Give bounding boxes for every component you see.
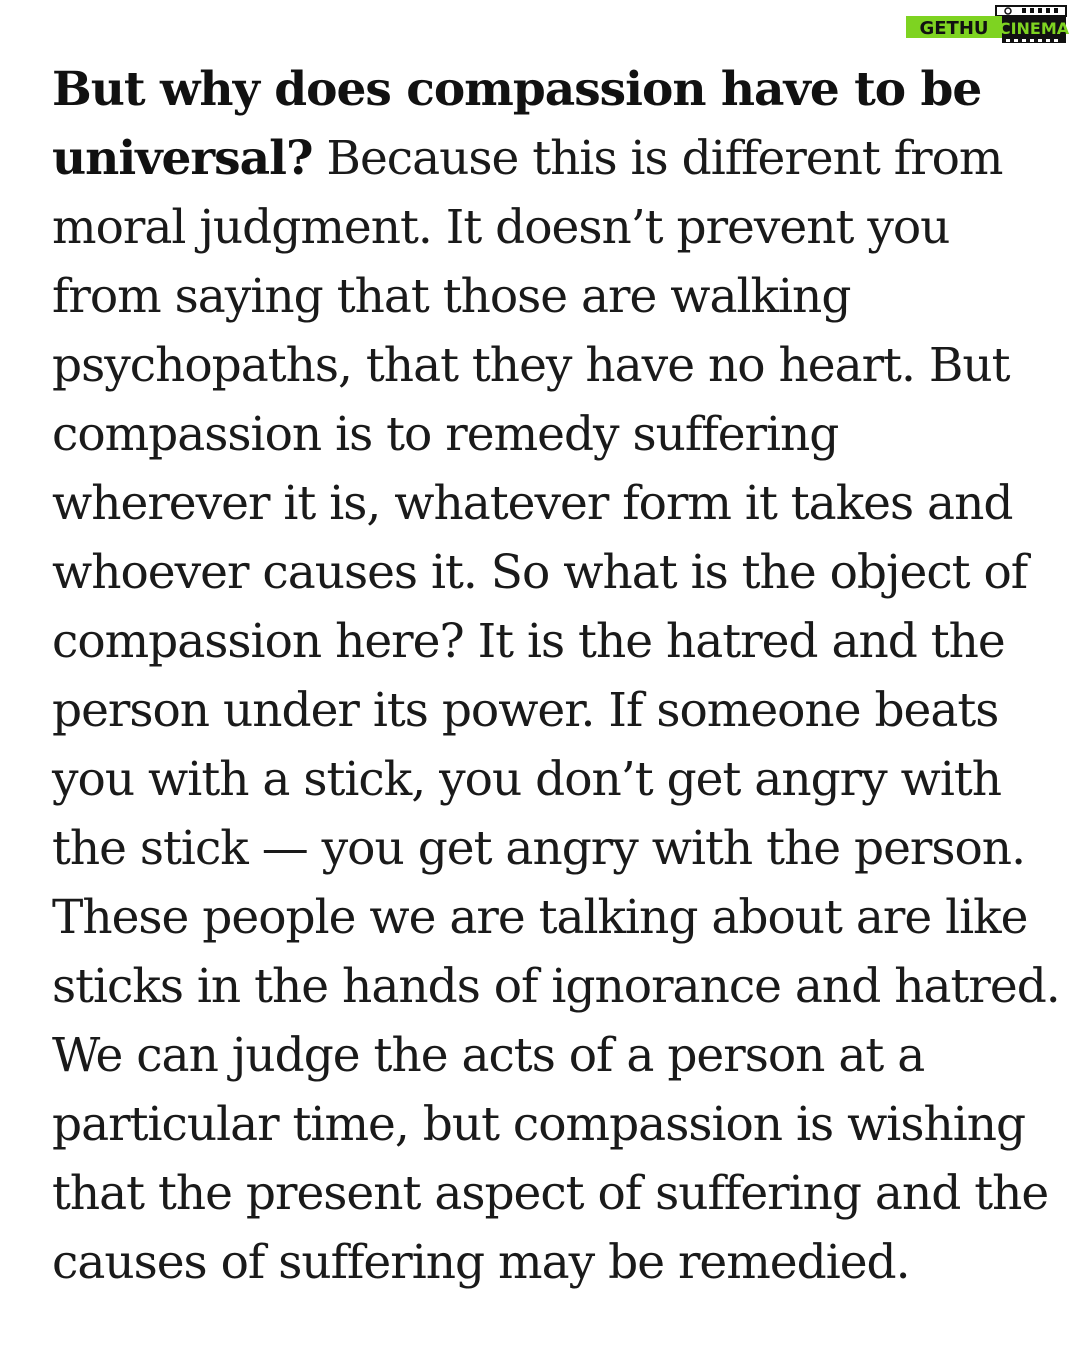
- text-line: [52, 952, 1060, 1021]
- text-line: [52, 1021, 1052, 1090]
- text-line: [52, 538, 1052, 607]
- body-text: the stick — you get angry with the person.: [52, 821, 1026, 876]
- body-text: sticks in the hands of ignorance and hatred.: [52, 959, 1060, 1014]
- body-text: psychopaths, that they have no heart. But: [52, 338, 1010, 393]
- body-text: whoever causes it. So what is the object of: [52, 545, 1028, 600]
- body-text: compassion here? It is the hatred and the: [52, 614, 1005, 669]
- body-text: particular time, but compassion is wishing: [52, 1097, 1026, 1152]
- text-line: [52, 262, 1052, 331]
- text-line: [52, 400, 1052, 469]
- logo-text-part2: CINEMA: [998, 19, 1070, 38]
- text-line: [52, 1159, 1052, 1228]
- body-text: you with a stick, you don’t get angry with: [52, 752, 1002, 807]
- body-text: moral judgment. It doesn’t prevent you: [52, 200, 950, 255]
- text-line: [52, 331, 1052, 400]
- text-line: [52, 1090, 1052, 1159]
- text-line: [52, 469, 1052, 538]
- text-line: [52, 1228, 1052, 1297]
- body-text: These people we are talking about are like: [52, 890, 1028, 945]
- film-strip-icon: [1002, 38, 1066, 43]
- logo-text-part1: GETHU: [919, 18, 989, 39]
- gethu-cinema-logo: [904, 4, 1070, 44]
- body-text: causes of suffering may be remedied.: [52, 1235, 910, 1290]
- text-line: [52, 124, 1052, 193]
- text-line: [52, 883, 1052, 952]
- body-text: compassion is to remedy suffering: [52, 407, 839, 462]
- text-line: [52, 745, 1052, 814]
- quote-article: [52, 55, 1060, 1297]
- question-bold-text: But why does compassion have to be: [52, 62, 982, 117]
- text-line: [52, 55, 1052, 124]
- text-line: [52, 676, 1052, 745]
- camera-icon: [996, 6, 1066, 16]
- body-text: Because this is different from: [312, 131, 1003, 186]
- text-line: [52, 193, 1052, 262]
- question-bold-text: universal?: [52, 131, 313, 186]
- text-line: [52, 607, 1052, 676]
- body-text: that the present aspect of suffering and the: [52, 1166, 1049, 1221]
- body-text: person under its power. If someone beats: [52, 683, 999, 738]
- body-text: from saying that those are walking: [52, 269, 851, 324]
- text-line: [52, 814, 1052, 883]
- body-text: We can judge the acts of a person at a: [52, 1028, 925, 1083]
- body-text: wherever it is, whatever form it takes and: [52, 476, 1013, 531]
